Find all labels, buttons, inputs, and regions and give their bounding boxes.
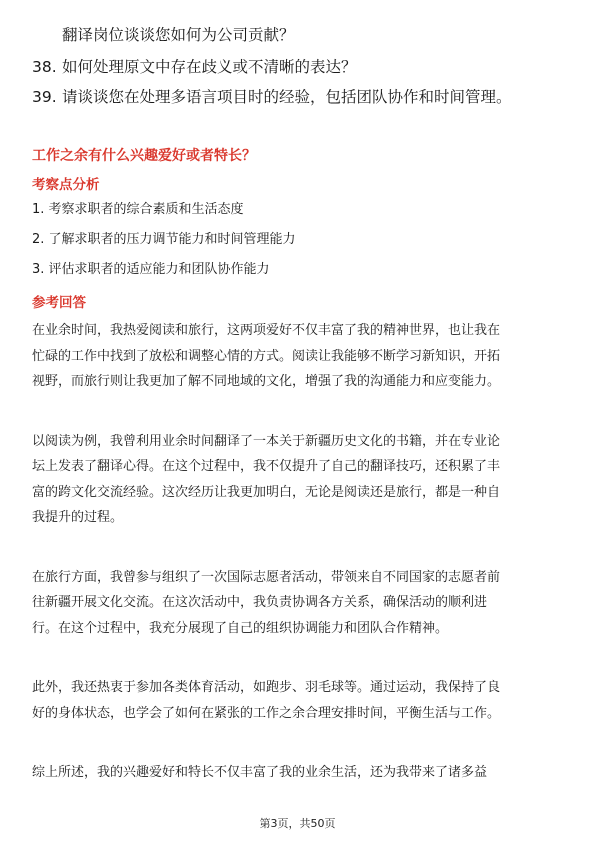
- question-list: [32, 56, 567, 116]
- answer-title: 参考回答: [32, 295, 86, 311]
- question-number: 39.: [32, 88, 57, 106]
- answer-paragraph: 综上所述，我的兴趣爱好和特长不仅丰富了我的业余生活，还为我带来了诸多益: [32, 765, 488, 780]
- section-title: 工作之余有什么兴趣爱好或者特长？: [32, 148, 256, 164]
- analysis-points: [32, 200, 562, 290]
- answer-paragraph: 此外，我还热衷于参加各类体育活动，如跑步、羽毛球等。通过运动，我保持了良 好的身体状态，也学会了如何在紧张的工作之余合理安排时间，平衡生活与工作。: [32, 680, 501, 721]
- question-text: 请谈谈您在处理多语言项目时的经验，包括团队协作和时间管理。: [62, 88, 512, 106]
- analysis-point: 3. 评估求职者的适应能力和团队协作能力: [32, 262, 270, 277]
- answer-body: [32, 318, 564, 820]
- question-number: 38.: [32, 58, 57, 76]
- answer-paragraph: 在业余时间，我热爱阅读和旅行，这两项爱好不仅丰富了我的精神世界，也让我在 忙碌的工作中找到了放松和调整心情的方式。阅读让我能够不断学习新知识，开拓 视野，而旅行则让我更加了解不同地域的文化，增强了我的沟通能力和应变能力。: [32, 323, 501, 389]
- page-footer: 第3页，共50页: [259, 817, 336, 830]
- question-item: [32, 86, 567, 108]
- answer-paragraph: 在旅行方面，我曾参与组织了一次国际志愿者活动，带领来自不同国家的志愿者前 往新疆开展文化交流。在这次活动中，我负责协调各方关系，确保活动的顺利进 行。在这个过程中，我充分展现了自己的组织协调能力和团队合作精神。: [32, 569, 501, 636]
- question-text: 如何处理原文中存在歧义或不清晰的表达？: [62, 58, 357, 76]
- answer-paragraph: 以阅读为例，我曾利用业余时间翻译了一本关于新疆历史文化的书籍，并在专业论 坛上发表了翻译心得。在这个过程中，我不仅提升了自己的翻译技巧，还积累了丰 富的跨文化交流经验。这次经历让我更加明白，无论是阅读还是旅行，都是一种自 我提升的过程。: [32, 433, 501, 525]
- question-item: [32, 56, 567, 78]
- analysis-point: 1. 考察求职者的综合素质和生活态度: [32, 202, 244, 217]
- analysis-point: 2. 了解求职者的压力调节能力和时间管理能力: [32, 232, 296, 247]
- analysis-title: 考察点分析: [32, 177, 100, 193]
- question-continuation: 翻译岗位谈谈您如何为公司贡献？: [62, 26, 295, 44]
